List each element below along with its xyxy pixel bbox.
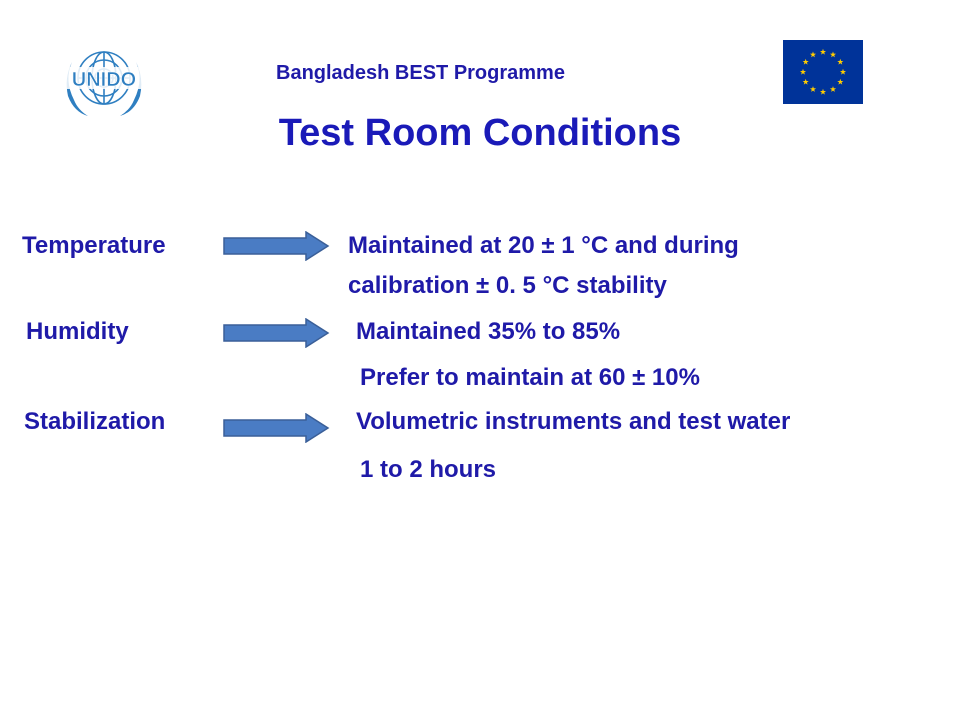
row-value-humidity-line-2: Prefer to maintain at 60 ± 10% — [360, 364, 700, 391]
eu-flag-icon — [783, 40, 863, 104]
row-value-temperature-line-1: Maintained at 20 ± 1 °C and during — [348, 232, 739, 259]
page-title: Test Room Conditions — [278, 112, 682, 154]
programme-name: Bangladesh BEST Programme — [276, 62, 565, 84]
arrow-icon — [222, 231, 330, 261]
row-label-stabilization: Stabilization — [24, 408, 166, 435]
row-value-stabilization-line-2: 1 to 2 hours — [360, 456, 497, 483]
row-value-humidity-line-1: Maintained 35% to 85% — [356, 318, 621, 345]
eu-flag — [783, 40, 863, 104]
unido-logo-text: UNIDO — [71, 69, 137, 91]
arrow-icon — [222, 413, 330, 443]
row-value-stabilization-line-1: Volumetric instruments and test water — [356, 408, 791, 435]
row-value-temperature-line-2: calibration ± 0. 5 °C stability — [348, 272, 667, 299]
row-label-temperature: Temperature — [22, 232, 166, 259]
row-label-humidity: Humidity — [26, 318, 129, 345]
arrow-icon — [222, 318, 330, 348]
